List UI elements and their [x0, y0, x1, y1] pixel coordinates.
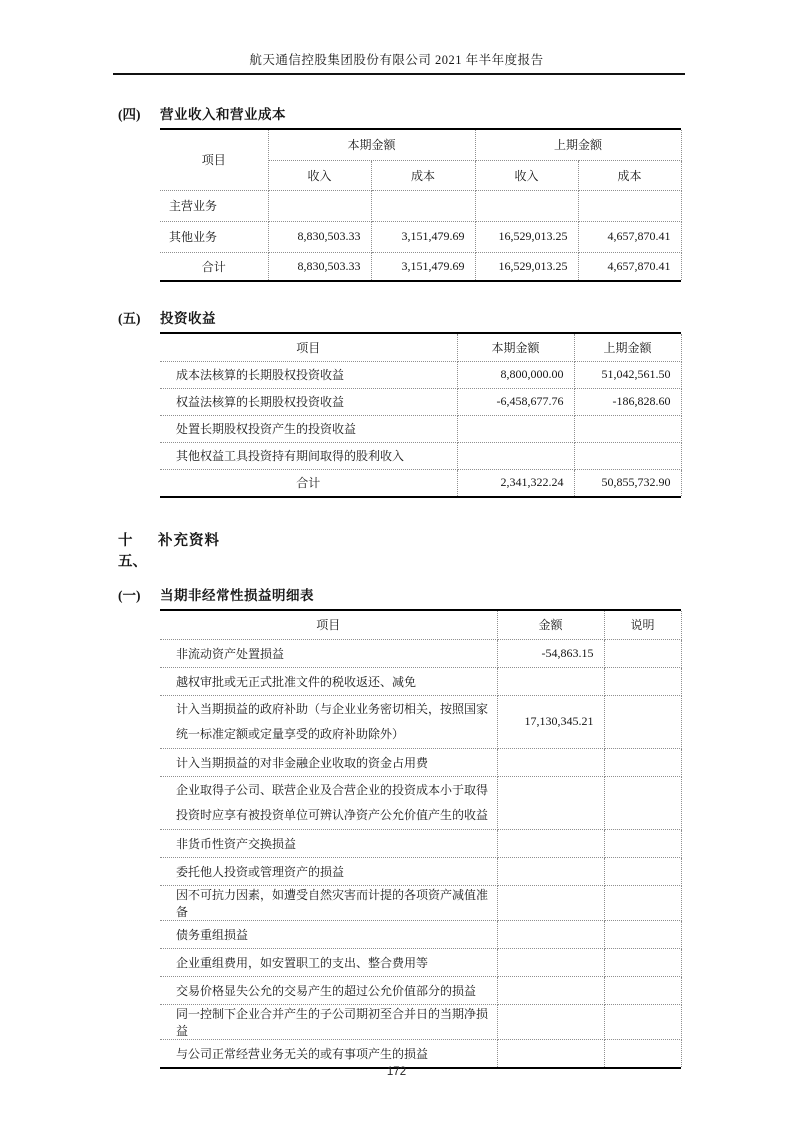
value-cell: [497, 976, 604, 1004]
item-cell: 同一控制下企业合并产生的子公司期初至合并日的当期净损益: [160, 1004, 497, 1039]
column-header: 成本: [578, 160, 681, 190]
page-number: 172: [386, 1066, 407, 1078]
item-cell: 计入当期损益的政府补助（与企业业务密切相关，按照国家统一标准定额或定量享受的政府补助除外）: [160, 695, 497, 748]
column-header: 上期金额: [574, 334, 681, 361]
section-title: 投资收益: [160, 311, 216, 326]
section-number: 十五、: [118, 533, 147, 570]
section-title: 补充资料: [158, 533, 220, 549]
value-cell: [497, 948, 604, 976]
item-cell: 其他权益工具投资持有期间取得的股利收入: [160, 442, 457, 469]
column-header: 成本: [371, 160, 475, 190]
value-cell: 3,151,479.69: [371, 252, 475, 280]
report-header-title: 航天通信控股集团股份有限公司 2021 年半年度报告: [249, 53, 544, 67]
note-cell: [604, 885, 681, 920]
value-cell: [457, 415, 574, 442]
section-heading: [118, 529, 683, 571]
item-cell: 权益法核算的长期股权投资收益: [160, 388, 457, 415]
revenue-table: [160, 128, 681, 282]
item-cell: 处置长期股权投资产生的投资收益: [160, 415, 457, 442]
value-cell: 4,657,870.41: [578, 221, 681, 252]
item-cell: 与公司正常经营业务无关的或有事项产生的损益: [160, 1039, 497, 1067]
value-cell: [371, 190, 475, 221]
section-operating-revenue: [118, 103, 683, 282]
table-row: [160, 190, 681, 221]
table-row: [160, 857, 681, 885]
table-row: [160, 776, 681, 829]
item-cell: 企业重组费用，如安置职工的支出、整合费用等: [160, 948, 497, 976]
section-heading: [118, 307, 683, 327]
column-header: 说明: [604, 611, 681, 639]
table-row: [160, 1039, 681, 1067]
section-heading: [118, 103, 683, 123]
table-row: [160, 221, 681, 252]
table-row: [160, 639, 681, 667]
item-cell: 债务重组损益: [160, 920, 497, 948]
value-cell: [497, 857, 604, 885]
value-cell: 8,830,503.33: [268, 252, 371, 280]
note-cell: [604, 920, 681, 948]
value-cell: [268, 190, 371, 221]
value-cell: -6,458,677.76: [457, 388, 574, 415]
value-cell: [578, 190, 681, 221]
value-cell: [574, 415, 681, 442]
table-row: [160, 829, 681, 857]
note-cell: [604, 639, 681, 667]
value-cell: 8,830,503.33: [268, 221, 371, 252]
column-header: 收入: [268, 160, 371, 190]
note-cell: [604, 1039, 681, 1067]
table-row: [160, 920, 681, 948]
item-cell: 交易价格显失公允的交易产生的超过公允价值部分的损益: [160, 976, 497, 1004]
table-row: [160, 748, 681, 776]
value-cell: 51,042,561.50: [574, 361, 681, 388]
column-header: 本期金额: [268, 130, 475, 160]
section-title: 营业收入和营业成本: [160, 107, 286, 122]
item-cell: 合计: [160, 469, 457, 496]
note-cell: [604, 667, 681, 695]
table-header-row: [160, 334, 681, 361]
column-header: 收入: [475, 160, 578, 190]
table-total-row: [160, 469, 681, 496]
item-cell: 因不可抗力因素，如遭受自然灾害而计提的各项资产减值准备: [160, 885, 497, 920]
value-cell: -186,828.60: [574, 388, 681, 415]
value-cell: [497, 1039, 604, 1067]
section-nonrecurring-items: [118, 584, 683, 1069]
value-cell: 4,657,870.41: [578, 252, 681, 280]
table-row: [160, 415, 681, 442]
value-cell: [497, 920, 604, 948]
note-cell: [604, 976, 681, 1004]
column-header: 项目: [160, 611, 497, 639]
column-header: 项目: [160, 334, 457, 361]
value-cell: [457, 442, 574, 469]
value-cell: -54,863.15: [497, 639, 604, 667]
table-row: [160, 361, 681, 388]
page-header: [0, 0, 793, 75]
item-cell: 委托他人投资或管理资产的损益: [160, 857, 497, 885]
note-cell: [604, 857, 681, 885]
table-row: [160, 667, 681, 695]
item-cell: 企业取得子公司、联营企业及合营企业的投资成本小于取得投资时应享有被投资单位可辨认净资产公允价值产生的收益: [160, 776, 497, 829]
value-cell: 50,855,732.90: [574, 469, 681, 496]
item-cell: 非流动资产处置损益: [160, 639, 497, 667]
table-row: [160, 442, 681, 469]
value-cell: 17,130,345.21: [497, 695, 604, 748]
table-header-row: [160, 611, 681, 639]
table-row: [160, 976, 681, 1004]
note-cell: [604, 1004, 681, 1039]
section-number: (五): [118, 311, 141, 326]
item-cell: 成本法核算的长期股权投资收益: [160, 361, 457, 388]
nonrecurring-table: [160, 609, 681, 1069]
value-cell: 2,341,322.24: [457, 469, 574, 496]
value-cell: [574, 442, 681, 469]
item-cell: 计入当期损益的对非金融企业收取的资金占用费: [160, 748, 497, 776]
value-cell: [497, 829, 604, 857]
note-cell: [604, 829, 681, 857]
section-investment-income: [118, 307, 683, 498]
value-cell: 8,800,000.00: [457, 361, 574, 388]
note-cell: [604, 776, 681, 829]
value-cell: [497, 748, 604, 776]
section-heading: [118, 584, 683, 604]
value-cell: [497, 776, 604, 829]
section-supplementary-info: [118, 529, 683, 571]
table-row: [160, 695, 681, 748]
section-title: 当期非经常性损益明细表: [160, 588, 314, 603]
table-row: [160, 388, 681, 415]
item-cell: 越权审批或无正式批准文件的税收返还、减免: [160, 667, 497, 695]
header-rule: [113, 73, 685, 75]
item-cell: 合计: [160, 252, 268, 280]
value-cell: [475, 190, 578, 221]
table-row: [160, 1004, 681, 1039]
value-cell: 3,151,479.69: [371, 221, 475, 252]
item-cell: 主营业务: [160, 190, 268, 221]
investment-table: [160, 332, 681, 498]
section-number: (四): [118, 107, 141, 122]
table-header-row: [160, 130, 681, 160]
table-row: [160, 948, 681, 976]
note-cell: [604, 948, 681, 976]
value-cell: 16,529,013.25: [475, 221, 578, 252]
note-cell: [604, 695, 681, 748]
column-header: 上期金额: [475, 130, 681, 160]
table-total-row: [160, 252, 681, 280]
note-cell: [604, 748, 681, 776]
value-cell: [497, 885, 604, 920]
column-header: 本期金额: [457, 334, 574, 361]
value-cell: [497, 1004, 604, 1039]
value-cell: 16,529,013.25: [475, 252, 578, 280]
column-header: 项目: [160, 130, 268, 190]
item-cell: 其他业务: [160, 221, 268, 252]
column-header: 金额: [497, 611, 604, 639]
value-cell: [497, 667, 604, 695]
item-cell: 非货币性资产交换损益: [160, 829, 497, 857]
table-row: [160, 885, 681, 920]
section-number: (一): [118, 588, 141, 603]
page-footer: [0, 1066, 793, 1078]
